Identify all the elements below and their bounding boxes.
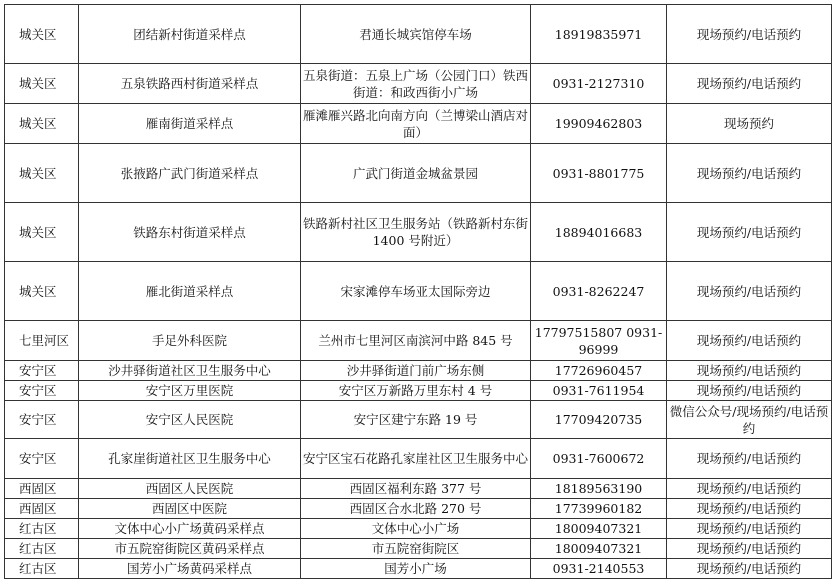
site-name-cell: 国芳小广场黄码采样点 xyxy=(79,559,301,579)
table-row xyxy=(5,559,832,579)
table-row xyxy=(5,479,832,499)
site-name-cell: 西固区人民医院 xyxy=(79,479,301,499)
booking-method-cell: 现场预约/电话预约 xyxy=(667,519,832,539)
phone-cell: 0931-8801775 xyxy=(531,144,667,203)
booking-method-cell: 现场预约/电话预约 xyxy=(667,203,832,262)
site-name-cell: 市五院窑街院区黄码采样点 xyxy=(79,539,301,559)
address-cell: 沙井驿街道门前广场东侧 xyxy=(301,361,531,381)
phone-cell: 0931-7611954 xyxy=(531,381,667,401)
phone-cell: 0931-7600672 xyxy=(531,439,667,479)
district-cell: 城关区 xyxy=(5,144,79,203)
phone-cell: 19909462803 xyxy=(531,104,667,144)
booking-method-cell: 现场预约 xyxy=(667,104,832,144)
phone-cell: 17797515807 0931-96999 xyxy=(531,321,667,361)
site-name-cell: 手足外科医院 xyxy=(79,321,301,361)
address-cell: 兰州市七里河区南滨河中路 845 号 xyxy=(301,321,531,361)
site-name-cell: 孔家崖街道社区卫生服务中心 xyxy=(79,439,301,479)
district-cell: 安宁区 xyxy=(5,361,79,381)
booking-method-cell: 现场预约/电话预约 xyxy=(667,559,832,579)
booking-method-cell: 现场预约/电话预约 xyxy=(667,64,832,104)
address-cell: 五泉街道：五泉上广场（公园门口）铁西街道：和政西街小广场 xyxy=(301,64,531,104)
table-row xyxy=(5,439,832,479)
phone-cell: 17709420735 xyxy=(531,401,667,439)
district-cell: 红古区 xyxy=(5,559,79,579)
district-cell: 城关区 xyxy=(5,5,79,64)
site-name-cell: 铁路东村街道采样点 xyxy=(79,203,301,262)
district-cell: 安宁区 xyxy=(5,439,79,479)
testing-sites-table xyxy=(4,4,832,579)
table-row xyxy=(5,144,832,203)
booking-method-cell: 现场预约/电话预约 xyxy=(667,5,832,64)
district-cell: 安宁区 xyxy=(5,381,79,401)
phone-cell: 18894016683 xyxy=(531,203,667,262)
booking-method-cell: 现场预约/电话预约 xyxy=(667,321,832,361)
table-row xyxy=(5,64,832,104)
table-row xyxy=(5,519,832,539)
table-row xyxy=(5,5,832,64)
address-cell: 君通长城宾馆停车场 xyxy=(301,5,531,64)
phone-cell: 17726960457 xyxy=(531,361,667,381)
site-name-cell: 沙井驿街道社区卫生服务中心 xyxy=(79,361,301,381)
booking-method-cell: 现场预约/电话预约 xyxy=(667,262,832,321)
phone-cell: 18009407321 xyxy=(531,539,667,559)
booking-method-cell: 现场预约/电话预约 xyxy=(667,439,832,479)
booking-method-cell: 现场预约/电话预约 xyxy=(667,361,832,381)
booking-method-cell: 现场预约/电话预约 xyxy=(667,479,832,499)
phone-cell: 0931-8262247 xyxy=(531,262,667,321)
phone-cell: 18189563190 xyxy=(531,479,667,499)
address-cell: 文体中心小广场 xyxy=(301,519,531,539)
table-row xyxy=(5,321,832,361)
booking-method-cell: 现场预约/电话预约 xyxy=(667,381,832,401)
site-name-cell: 雁北街道采样点 xyxy=(79,262,301,321)
site-name-cell: 五泉铁路西村街道采样点 xyxy=(79,64,301,104)
site-name-cell: 文体中心小广场黄码采样点 xyxy=(79,519,301,539)
address-cell: 市五院窑街院区 xyxy=(301,539,531,559)
site-name-cell: 安宁区万里医院 xyxy=(79,381,301,401)
address-cell: 安宁区宝石花路孔家崖社区卫生服务中心 xyxy=(301,439,531,479)
table-row xyxy=(5,203,832,262)
booking-method-cell: 现场预约/电话预约 xyxy=(667,539,832,559)
site-name-cell: 团结新村街道采样点 xyxy=(79,5,301,64)
phone-cell: 0931-2127310 xyxy=(531,64,667,104)
phone-cell: 0931-2140553 xyxy=(531,559,667,579)
site-name-cell: 张掖路广武门街道采样点 xyxy=(79,144,301,203)
district-cell: 安宁区 xyxy=(5,401,79,439)
table-row xyxy=(5,104,832,144)
district-cell: 城关区 xyxy=(5,104,79,144)
site-name-cell: 雁南街道采样点 xyxy=(79,104,301,144)
address-cell: 铁路新村社区卫生服务站（铁路新村东街 1400 号附近） xyxy=(301,203,531,262)
table-row xyxy=(5,381,832,401)
district-cell: 红古区 xyxy=(5,539,79,559)
address-cell: 西固区合水北路 270 号 xyxy=(301,499,531,519)
district-cell: 西固区 xyxy=(5,499,79,519)
address-cell: 安宁区建宁东路 19 号 xyxy=(301,401,531,439)
district-cell: 红古区 xyxy=(5,519,79,539)
site-name-cell: 西固区中医院 xyxy=(79,499,301,519)
phone-cell: 17739960182 xyxy=(531,499,667,519)
booking-method-cell: 现场预约/电话预约 xyxy=(667,499,832,519)
booking-method-cell: 微信公众号/现场预约/电话预约 xyxy=(667,401,832,439)
address-cell: 广武门街道金城盆景园 xyxy=(301,144,531,203)
address-cell: 国芳小广场 xyxy=(301,559,531,579)
address-cell: 安宁区万新路万里东村 4 号 xyxy=(301,381,531,401)
table-row xyxy=(5,539,832,559)
table-row xyxy=(5,401,832,439)
district-cell: 城关区 xyxy=(5,262,79,321)
address-cell: 雁滩雁兴路北向南方向（兰博梁山酒店对面） xyxy=(301,104,531,144)
district-cell: 西固区 xyxy=(5,479,79,499)
address-cell: 西固区福利东路 377 号 xyxy=(301,479,531,499)
district-cell: 七里河区 xyxy=(5,321,79,361)
table-row xyxy=(5,499,832,519)
table-row xyxy=(5,361,832,381)
site-name-cell: 安宁区人民医院 xyxy=(79,401,301,439)
phone-cell: 18009407321 xyxy=(531,519,667,539)
district-cell: 城关区 xyxy=(5,203,79,262)
table-row xyxy=(5,262,832,321)
phone-cell: 18919835971 xyxy=(531,5,667,64)
booking-method-cell: 现场预约/电话预约 xyxy=(667,144,832,203)
district-cell: 城关区 xyxy=(5,64,79,104)
address-cell: 宋家滩停车场亚太国际旁边 xyxy=(301,262,531,321)
